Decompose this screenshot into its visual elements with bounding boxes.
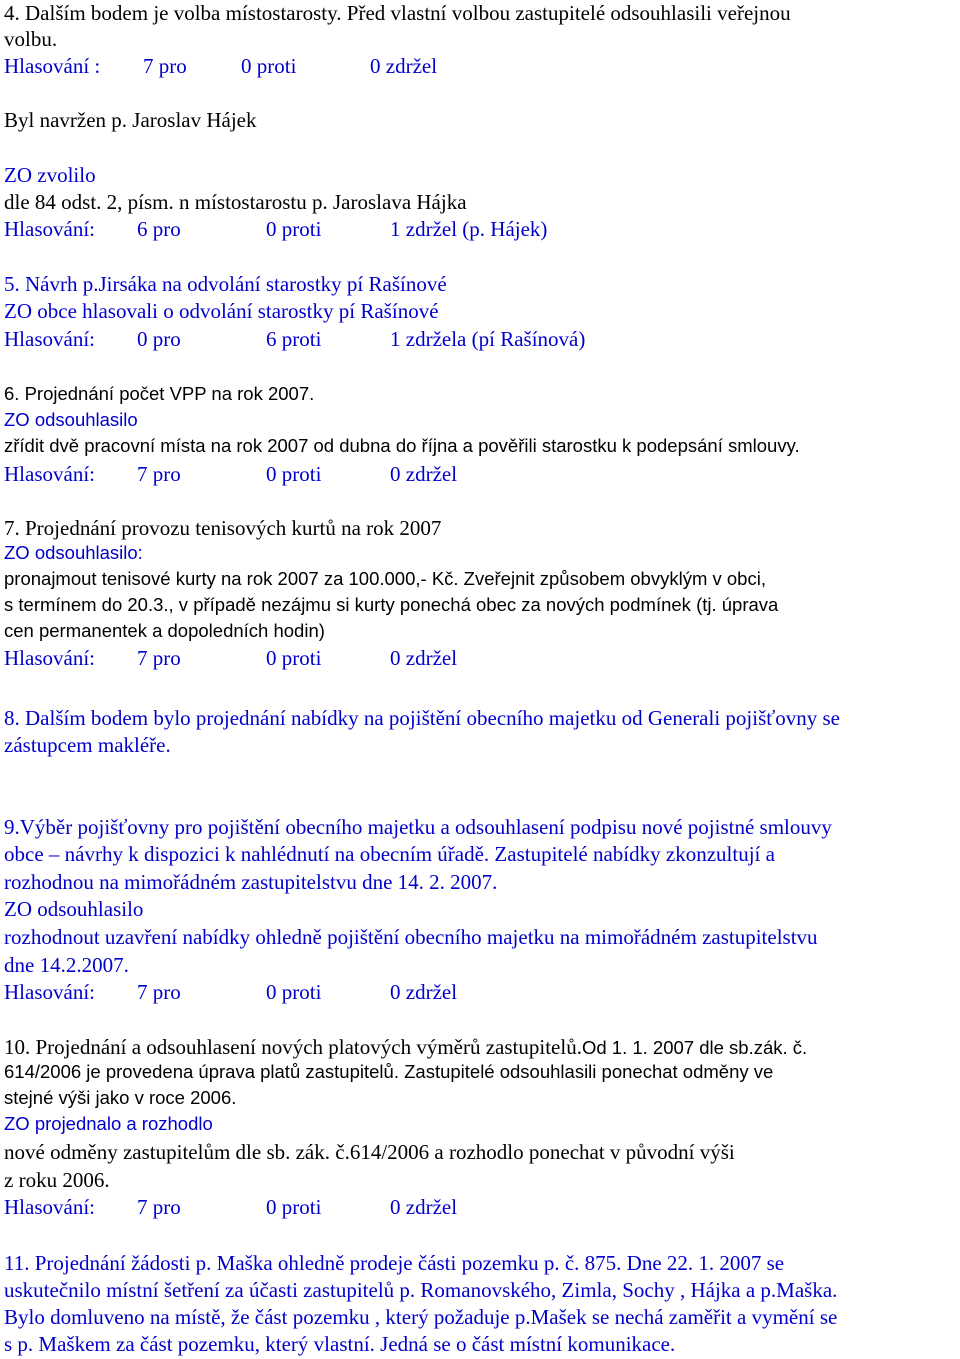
vote-zdrzel: 0 zdržel bbox=[390, 1195, 458, 1219]
vote-pro: 7 pro bbox=[137, 1195, 181, 1219]
s9-approved: ZO odsouhlasilo bbox=[4, 897, 144, 921]
vote-pro: 7 pro bbox=[137, 980, 181, 1004]
s6-approved: ZO odsouhlasilo bbox=[4, 409, 138, 430]
vote-pro: 7 pro bbox=[137, 462, 181, 486]
s7-heading: 7. Projednání provozu tenisových kurtů na rok 2007 bbox=[4, 516, 442, 540]
s10-line1-rest: Od 1. 1. 2007 dle sb.zák. č. bbox=[581, 1037, 808, 1058]
vote-label: Hlasování: bbox=[4, 646, 95, 670]
s10-line1 bbox=[4, 1037, 956, 1059]
s7-vote bbox=[4, 648, 604, 670]
vote-zdrzel: 0 zdržel bbox=[390, 462, 458, 486]
vote-pro: 7 pro bbox=[137, 646, 181, 670]
s8-line2: zástupcem makléře. bbox=[4, 733, 171, 757]
vote-label: Hlasování: bbox=[4, 980, 95, 1004]
vote-label: Hlasování: bbox=[4, 217, 95, 241]
s10-line3: stejné výši jako v roce 2006. bbox=[4, 1087, 237, 1108]
s4-detail: dle 84 odst. 2, písm. n místostarostu p. Jaroslava Hájka bbox=[4, 190, 467, 214]
vote-proti: 0 proti bbox=[266, 646, 322, 670]
s9-vote bbox=[4, 982, 604, 1004]
vote-zdrzel: 1 zdržel (p. Hájek) bbox=[390, 217, 548, 241]
s7-approved: ZO odsouhlasilo: bbox=[4, 542, 143, 563]
vote-label: Hlasování : bbox=[4, 54, 101, 78]
s10-approved: ZO projednalo a rozhodlo bbox=[4, 1113, 213, 1134]
s6-text: zřídit dvě pracovní místa na rok 2007 od dubna do října a pověřili starostku k podepsání smlouvy. bbox=[4, 435, 800, 456]
s9-line3: rozhodnou na mimořádném zastupitelstvu dne 14. 2. 2007. bbox=[4, 870, 498, 894]
s10-line4: nové odměny zastupitelům dle sb. zák. č.614/2006 a rozhodlo ponechat v původní výši bbox=[4, 1140, 735, 1164]
vote-zdrzel: 1 zdržela (pí Rašínová) bbox=[390, 327, 586, 351]
s10-line2: 614/2006 je provedena úprava platů zastupitelů. Zastupitelé odsouhlasili ponechat odměny ve bbox=[4, 1061, 774, 1082]
s10-line5: z roku 2006. bbox=[4, 1168, 110, 1192]
s9-line2: obce – návrhy k dispozici k nahlédnutí na obecním úřadě. Zastupitelé nabídky zkonzultují a bbox=[4, 842, 775, 866]
vote-label: Hlasování: bbox=[4, 327, 95, 351]
vote-proti: 0 proti bbox=[266, 1195, 322, 1219]
vote-label: Hlasování: bbox=[4, 1195, 95, 1219]
s6-vote bbox=[4, 464, 604, 486]
s4-line2: volbu. bbox=[4, 27, 58, 51]
vote-proti: 0 proti bbox=[266, 217, 322, 241]
s10-vote bbox=[4, 1197, 604, 1219]
vote-zdrzel: 0 zdržel bbox=[370, 54, 438, 78]
vote-label: Hlasování: bbox=[4, 462, 95, 486]
vote-pro: 6 pro bbox=[137, 217, 181, 241]
s7-line1: pronajmout tenisové kurty na rok 2007 za 100.000,- Kč. Zveřejnit způsobem obvyklým v obci, bbox=[4, 568, 766, 589]
vote-pro: 7 pro bbox=[143, 54, 187, 78]
s6-heading: 6. Projednání počet VPP na rok 2007. bbox=[4, 383, 315, 404]
s10-line1-heading: 10. Projednání a odsouhlasení nových platových výměrů zastupitelů. bbox=[4, 1035, 582, 1059]
vote-proti: 0 proti bbox=[266, 980, 322, 1004]
s11-line1: 11. Projednání žádosti p. Maška ohledně prodeje části pozemku p. č. 875. Dne 22. 1. 2007 se bbox=[4, 1251, 785, 1275]
vote-proti: 6 proti bbox=[266, 327, 322, 351]
s11-line3: Bylo domluveno na místě, že část pozemku , který požaduje p.Mašek se nechá zaměřit a vymění se bbox=[4, 1305, 838, 1329]
s7-line2: s termínem do 20.3., v případě nezájmu si kurty ponechá obec za nových podmínek (tj. úprava bbox=[4, 594, 779, 615]
vote-zdrzel: 0 zdržel bbox=[390, 980, 458, 1004]
s9-line5: dne 14.2.2007. bbox=[4, 953, 129, 977]
s8-line1: 8. Dalším bodem bylo projednání nabídky na pojištění obecního majetku od Generali pojišťovny se bbox=[4, 706, 840, 730]
s5-vote bbox=[4, 329, 804, 351]
vote-zdrzel: 0 zdržel bbox=[390, 646, 458, 670]
s4-elected: ZO zvolilo bbox=[4, 163, 96, 187]
s11-line4: s p. Maškem za část pozemku, který vlastní. Jedná se o část místní komunikace. bbox=[4, 1332, 676, 1356]
s9-line1: 9.Výběr pojišťovny pro pojištění obecního majetku a odsouhlasení podpisu nové pojistné smlouvy bbox=[4, 815, 832, 839]
vote-pro: 0 pro bbox=[137, 327, 181, 351]
s4-vote bbox=[4, 56, 604, 78]
s9-line4: rozhodnout uzavření nabídky ohledně pojištění obecního majetku na mimořádném zastupitelstvu bbox=[4, 925, 818, 949]
s5-line1: 5. Návrh p.Jirsáka na odvolání starostky pí Rašínové bbox=[4, 272, 447, 296]
vote-proti: 0 proti bbox=[241, 54, 297, 78]
s4-vote2 bbox=[4, 219, 704, 241]
s11-line2: uskutečnilo místní šetření za účasti zastupitelů p. Romanovského, Zimla, Sochy , Hájka a p.Maška. bbox=[4, 1278, 838, 1302]
s5-line2: ZO obce hlasovali o odvolání starostky pí Rašínové bbox=[4, 299, 439, 323]
s4-proposed: Byl navržen p. Jaroslav Hájek bbox=[4, 108, 257, 132]
s4-line1: 4. Dalším bodem je volba místostarosty. Před vlastní volbou zastupitelé odsouhlasili veřejnou bbox=[4, 1, 791, 25]
vote-proti: 0 proti bbox=[266, 462, 322, 486]
s7-line3: cen permanentek a dopoledních hodin) bbox=[4, 620, 325, 641]
